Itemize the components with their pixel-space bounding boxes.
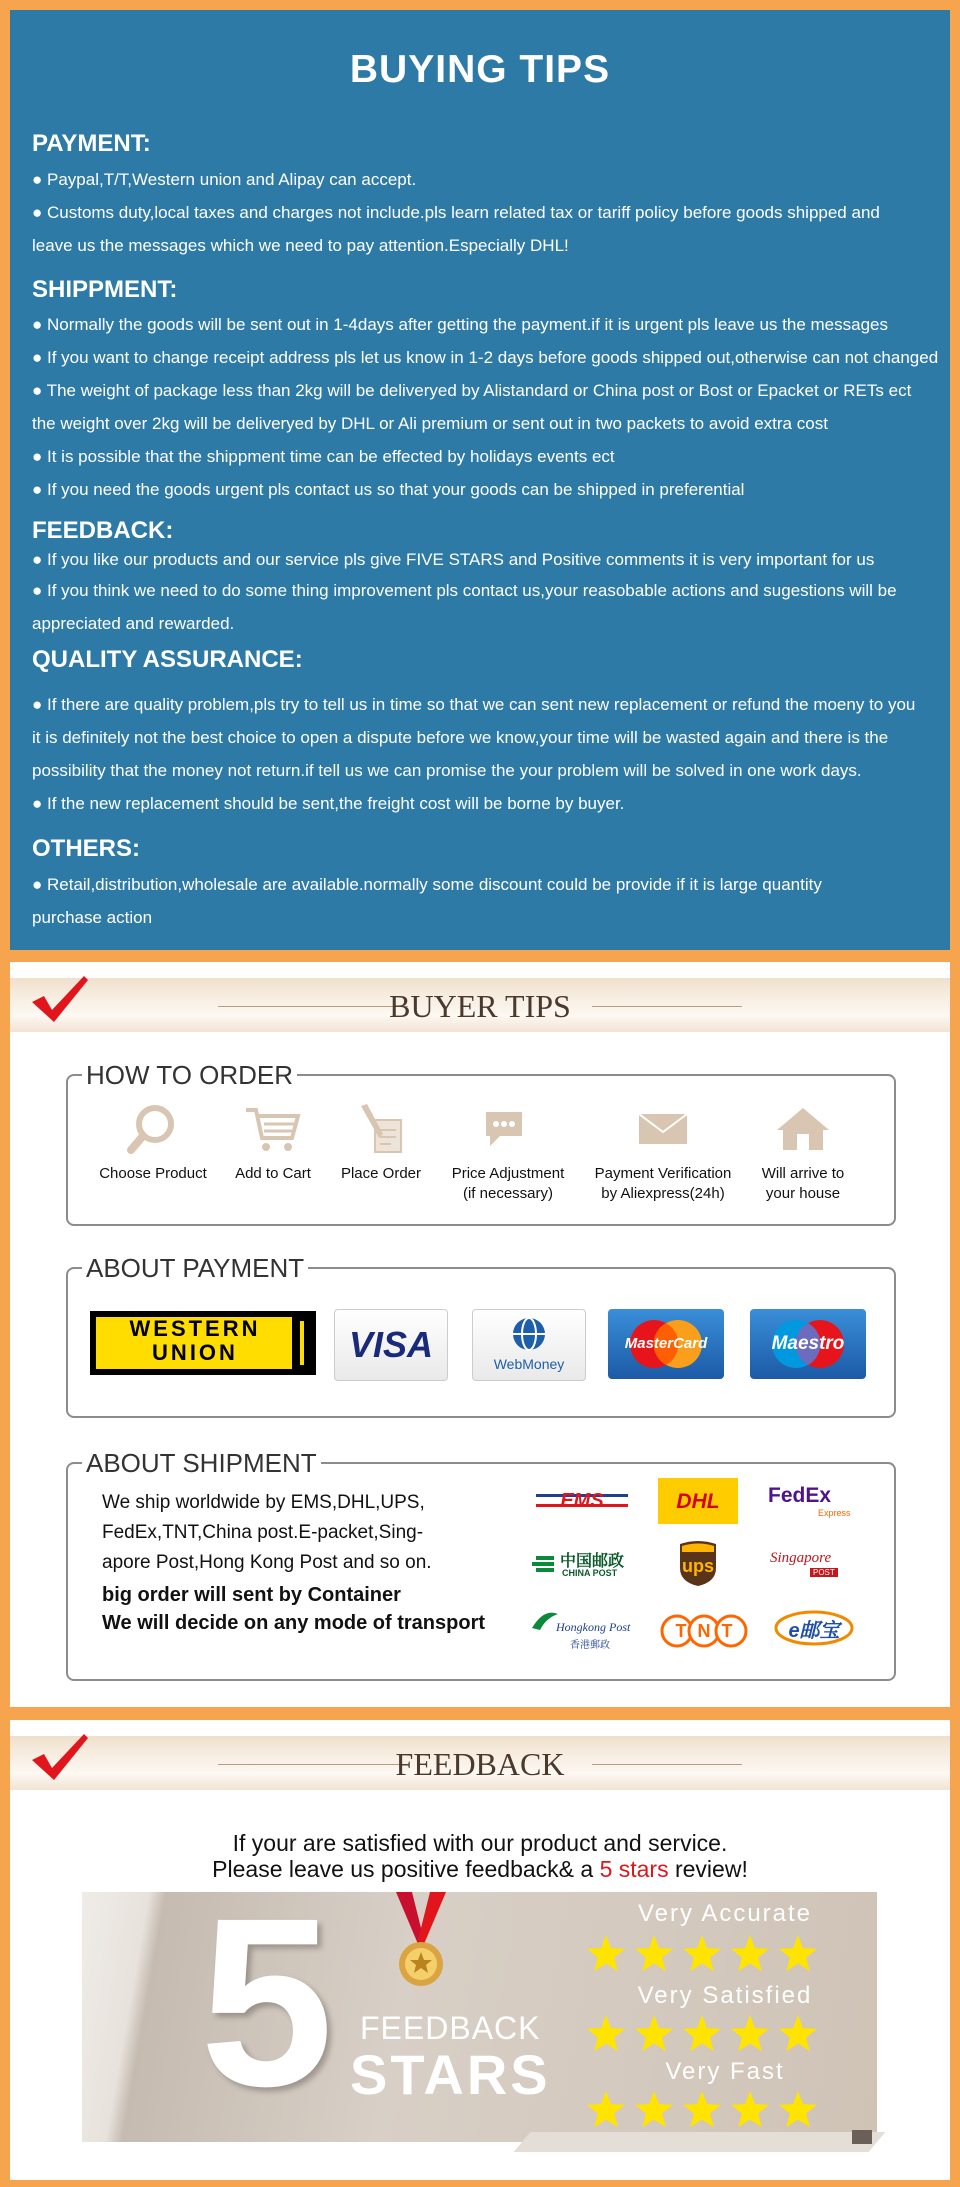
step-label: Will arrive to [761, 1165, 845, 1182]
shipment-bold-text: big order will sent by Container We will decide on any mode of transport [102, 1584, 486, 1634]
feedback-title: FEEDBACK [395, 1746, 565, 1782]
step-arrive [728, 1102, 878, 1204]
star-icon [635, 1935, 673, 1971]
china-post-icon [530, 1552, 556, 1576]
shippment-line: ● It is possible that the shippment time can be effected by holidays events ect [32, 447, 615, 466]
visa-card [334, 1309, 448, 1381]
mastercard-logo: MasterCard [624, 1335, 708, 1352]
five-stars-highlight: 5 stars [599, 1856, 669, 1882]
feedback-banner [10, 1736, 950, 1790]
rating-label-satisfied: Very Satisfied [637, 1982, 813, 2009]
step-payment-verification [588, 1102, 738, 1204]
step-label: Place Order [340, 1165, 422, 1182]
quality-line: it is definitely not the best choice to open a dispute before we know,your time will be wasted again and there is the [32, 728, 889, 747]
shippment-line: ● If you want to change receipt address pls let us know in 1-2 days before goods shipped out,otherwise can not changed [32, 348, 939, 367]
hongkong-post-logo: Hongkong Post 香港郵政 [530, 1608, 640, 1652]
medal-icon [390, 1892, 452, 1992]
checkmark-icon [28, 1730, 90, 1782]
feedback-message-line1: If your are satisfied with our product and service. [232, 1830, 728, 1856]
step-price-adjustment [433, 1102, 583, 1204]
how-to-order-caption: HOW TO ORDER [82, 1060, 297, 1091]
banner-curl [514, 2132, 886, 2152]
step-label-sub: by Aliexpress(24h) [601, 1185, 725, 1202]
dhl-logo: DHL [658, 1478, 738, 1524]
shippment-line: the weight over 2kg will be deliveryed by DHL or Ali premium or sent out in two packets to avoid extra cost [32, 414, 828, 433]
china-post-logo: 中国邮政 CHINA POST [530, 1546, 640, 1582]
about-shipment-box [66, 1448, 896, 1681]
star-icon [635, 2015, 673, 2051]
star-icon [731, 1935, 769, 1971]
stars-word: STARS [350, 2043, 551, 2106]
about-payment-box [66, 1253, 896, 1418]
star-icon [779, 2091, 817, 2127]
globe-icon [511, 1316, 547, 1352]
others-heading: OTHERS: [32, 835, 140, 862]
star-icon [779, 2015, 817, 2051]
payment-line: ● Customs duty,local taxes and charges not include.pls learn related tax or tariff policy before goods shipped and [32, 203, 880, 222]
checkmark-icon [28, 972, 90, 1024]
step-label-sub: your house [765, 1185, 841, 1202]
rating-stars-accurate [582, 1932, 822, 1976]
shippment-line: ● Normally the goods will be sent out in 1-4days after getting the payment.if it is urgent pls leave us the messages [32, 315, 888, 334]
feedback-message-line2: Please leave us positive feedback& a 5 stars review! [212, 1856, 748, 1882]
banner-curl-shadow [852, 2130, 872, 2144]
buyer-tips-banner [10, 978, 950, 1032]
star-icon [683, 2015, 721, 2051]
quality-heading: QUALITY ASSURANCE: [32, 646, 303, 673]
tnt-logo: TNT [660, 1614, 748, 1648]
feedback-line: ● If you think we need to do some thing improvement pls contact us,your reasobable actions and sugestions will be [32, 581, 897, 600]
buyer-tips-title: BUYER TIPS [389, 988, 571, 1024]
western-union-card [90, 1311, 316, 1375]
feedback-panel [10, 1720, 950, 2180]
star-icon [683, 2091, 721, 2127]
payment-line: ● Paypal,T/T,Western union and Alipay can accept. [32, 170, 417, 189]
star-icon [635, 2091, 673, 2127]
rating-label-accurate: Very Accurate [637, 1900, 813, 1927]
shipment-text: We ship worldwide by EMS,DHL,UPS, FedEx,TNT,China post.E-packet,Sing- apore Post,Hong Kong Post and so on. [102, 1492, 432, 1573]
buying-tips-title: BUYING TIPS [349, 48, 611, 91]
chat-bubble-icon [480, 1102, 536, 1156]
visa-logo: VISA [348, 1324, 434, 1365]
eyoubao-logo: e邮宝 [772, 1606, 856, 1652]
rating-stars-fast [582, 2088, 822, 2132]
mastercard-card [608, 1309, 724, 1379]
shippment-line: ● If you need the goods urgent pls contact us so that your goods can be shipped in preferential [32, 480, 745, 499]
star-icon [683, 1935, 721, 1971]
star-icon [731, 2015, 769, 2051]
ems-logo: EMS [536, 1488, 628, 1522]
star-icon [587, 2015, 625, 2051]
singapore-post-logo: Singapore POST [770, 1550, 856, 1580]
rating-stars-satisfied [582, 2012, 822, 2056]
quality-line: possibility that the money not return.if tell us we can promise the your problem will be solved in one work days. [32, 761, 862, 780]
buyer-tips-panel [10, 962, 950, 1707]
star-icon [779, 1935, 817, 1971]
about-shipment-caption: ABOUT SHIPMENT [82, 1448, 321, 1479]
webmoney-card [472, 1309, 586, 1381]
step-label: Choose Product [99, 1165, 207, 1182]
step-label-sub: (if necessary) [462, 1185, 554, 1202]
webmoney-logo: WebMoney [493, 1356, 565, 1372]
buying-tips-panel [10, 10, 950, 950]
maestro-logo: Maestro [771, 1333, 845, 1354]
quality-line: ● If there are quality problem,pls try to tell us in time so that we can sent new replacement or refund the moeny to you [32, 695, 916, 714]
magnifier-icon [125, 1102, 181, 1156]
fedex-logo: FedEx Express [768, 1484, 851, 1518]
shippment-line: ● The weight of package less than 2kg will be deliveryed by Alistandard or China post or Bost or Epacket or RETs ect [32, 381, 912, 400]
maestro-card [750, 1309, 866, 1379]
others-line: ● Retail,distribution,wholesale are available.normally some discount could be provide if it is large quantity [32, 875, 822, 894]
order-form-icon [353, 1102, 409, 1156]
envelope-icon [633, 1102, 693, 1156]
feedback-heading: FEEDBACK: [32, 517, 174, 544]
step-label: Add to Cart [235, 1165, 311, 1182]
cart-icon [242, 1102, 304, 1156]
big-five: 5 [200, 1868, 334, 2136]
star-icon [587, 1935, 625, 1971]
quality-line: ● If the new replacement should be sent,the freight cost will be borne by buyer. [32, 794, 625, 813]
how-to-order-box [66, 1060, 896, 1226]
feedback-word: FEEDBACK [360, 2010, 541, 2046]
house-icon [773, 1102, 833, 1156]
star-icon [731, 2091, 769, 2127]
rating-label-fast: Very Fast [665, 2058, 785, 2085]
about-payment-caption: ABOUT PAYMENT [82, 1253, 308, 1284]
feedback-line: appreciated and rewarded. [32, 614, 235, 633]
feedback-line: ● If you like our products and our service pls give FIVE STARS and Positive comments it is very important for us [32, 550, 875, 569]
step-label: Price Adjustment [451, 1165, 565, 1182]
western-union-logo: WESTERN UNION [129, 1316, 261, 1365]
step-label: Payment Verification [594, 1165, 732, 1182]
ups-logo: ups [678, 1540, 718, 1588]
shippment-heading: SHIPPMENT: [32, 276, 178, 303]
payment-heading: PAYMENT: [32, 130, 151, 157]
payment-line: leave us the messages which we need to pay attention.Especially DHL! [32, 236, 569, 255]
star-icon [587, 2091, 625, 2127]
others-line: purchase action [32, 908, 153, 927]
